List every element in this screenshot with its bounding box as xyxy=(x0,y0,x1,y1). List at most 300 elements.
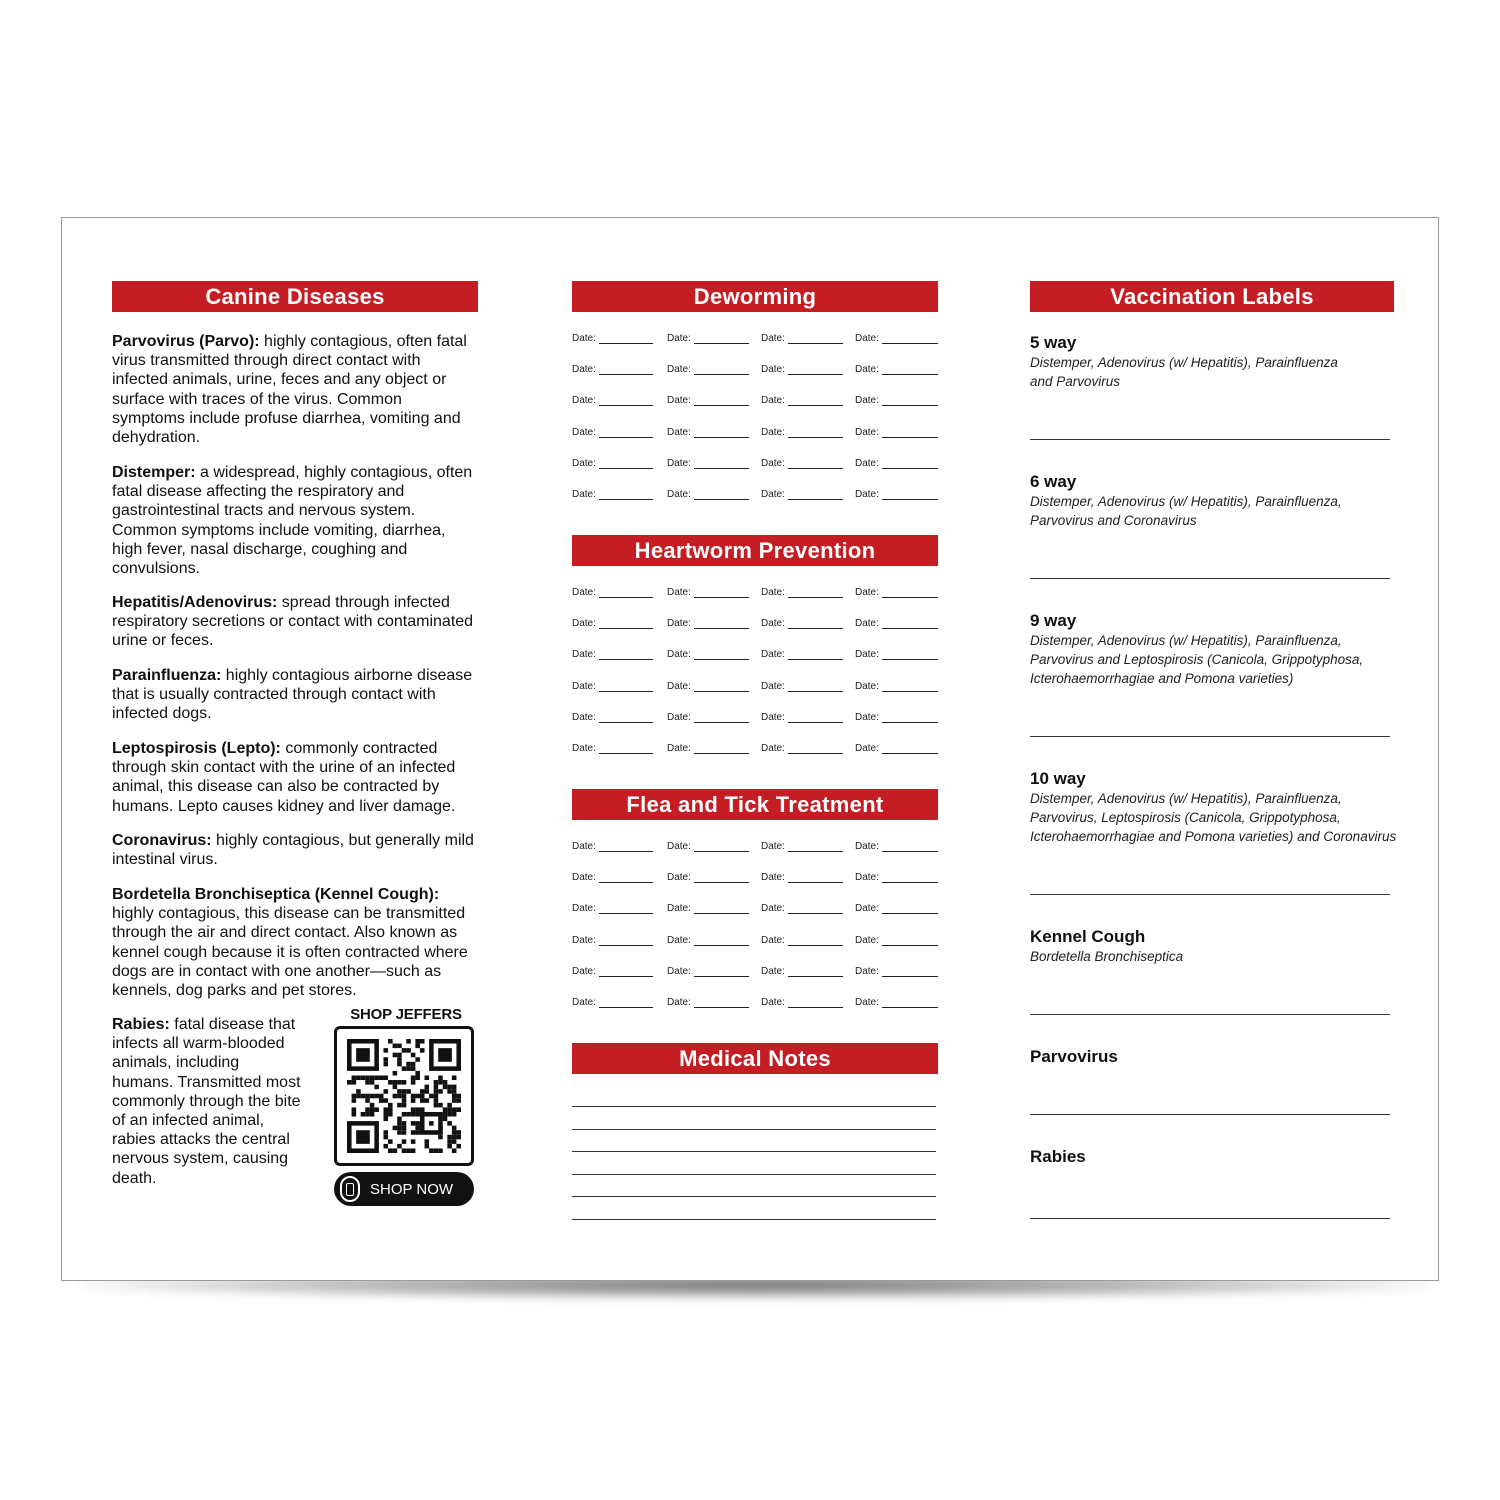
phone-icon xyxy=(340,1176,360,1202)
disease-parvovirus xyxy=(112,332,478,447)
date-entry[interactable] xyxy=(855,841,938,852)
date-entry[interactable] xyxy=(761,935,843,946)
shop-now-button[interactable] xyxy=(334,1172,474,1206)
date-blank-line[interactable] xyxy=(599,966,653,977)
date-label: Date: xyxy=(667,457,691,469)
heartworm-prevention-header: Heartworm Prevention xyxy=(572,535,938,566)
date-label: Date: xyxy=(855,872,879,884)
disease-text: spread through infected respiratory secretions or contact with contaminated urine or feces. xyxy=(112,594,474,650)
date-entry[interactable] xyxy=(667,427,749,438)
date-label: Date: xyxy=(572,903,596,915)
date-entry[interactable] xyxy=(761,395,843,406)
date-row xyxy=(572,712,938,732)
date-label: Date: xyxy=(855,680,879,692)
medical-notes-header: Medical Notes xyxy=(572,1043,938,1074)
date-label: Date: xyxy=(761,743,785,754)
date-label: Date: xyxy=(572,743,596,754)
date-label: Date: xyxy=(572,333,596,344)
date-blank-line[interactable] xyxy=(788,743,843,754)
date-blank-line[interactable] xyxy=(882,681,938,692)
vaccine-description: Distemper, Adenovirus (w/ Hepatitis), Parainfluenza and Parvovirus xyxy=(1030,355,1338,389)
date-blank-line[interactable] xyxy=(694,872,749,883)
date-row xyxy=(572,618,938,638)
date-blank-line[interactable] xyxy=(694,489,749,500)
date-label: Date: xyxy=(855,364,879,376)
notes-line[interactable] xyxy=(572,1106,936,1107)
disease-name: Leptospirosis (Lepto): xyxy=(112,740,281,757)
date-blank-line[interactable] xyxy=(882,364,938,375)
date-blank-line[interactable] xyxy=(882,395,938,406)
notes-line[interactable] xyxy=(572,1174,936,1175)
date-blank-line[interactable] xyxy=(694,712,749,723)
date-label: Date: xyxy=(855,965,879,977)
vaccine-title: Kennel Cough xyxy=(1030,927,1146,946)
date-blank-line[interactable] xyxy=(694,966,749,977)
date-entry[interactable] xyxy=(667,489,749,500)
disease-name: Distemper: xyxy=(112,464,196,481)
vaccine-label-line[interactable] xyxy=(1030,1218,1390,1219)
date-entry[interactable] xyxy=(855,903,938,914)
date-label: Date: xyxy=(667,587,691,598)
date-entry[interactable] xyxy=(761,841,843,852)
date-blank-line[interactable] xyxy=(882,841,938,852)
date-entry[interactable] xyxy=(667,841,749,852)
date-label: Date: xyxy=(572,618,596,630)
date-label: Date: xyxy=(855,903,879,915)
date-entry[interactable] xyxy=(855,458,938,469)
disease-name: Hepatitis/Adenovirus: xyxy=(112,594,278,611)
date-blank-line[interactable] xyxy=(788,997,843,1008)
date-entry[interactable] xyxy=(855,395,938,406)
date-entry[interactable] xyxy=(572,489,653,500)
date-entry[interactable] xyxy=(667,935,749,946)
date-entry[interactable] xyxy=(855,649,938,660)
disease-name: Coronavirus: xyxy=(112,832,212,849)
date-label: Date: xyxy=(667,364,691,376)
date-blank-line[interactable] xyxy=(788,364,843,375)
date-blank-line[interactable] xyxy=(882,427,938,438)
date-label: Date: xyxy=(761,934,785,946)
date-label: Date: xyxy=(761,903,785,915)
date-blank-line[interactable] xyxy=(599,489,653,500)
date-blank-line[interactable] xyxy=(882,935,938,946)
date-entry[interactable] xyxy=(572,712,653,723)
date-row xyxy=(572,395,938,415)
disease-name: Rabies: xyxy=(112,1016,170,1033)
date-entry[interactable] xyxy=(761,427,843,438)
date-row xyxy=(572,587,938,607)
disease-text: fatal disease that infects all warm-blooded animals, including humans. Transmitted most commonly through the bite of an infected animal, rabies attacks the central nervous system, causing death. xyxy=(112,1016,301,1187)
disease-parainfluenza xyxy=(112,666,478,724)
date-entry[interactable] xyxy=(761,364,843,375)
date-blank-line[interactable] xyxy=(599,935,653,946)
vaccine-title: 9 way xyxy=(1030,611,1077,630)
date-entry[interactable] xyxy=(572,743,653,754)
date-blank-line[interactable] xyxy=(882,587,938,598)
date-label: Date: xyxy=(855,426,879,438)
date-blank-line[interactable] xyxy=(788,935,843,946)
date-entry[interactable] xyxy=(667,743,749,754)
date-blank-line[interactable] xyxy=(788,841,843,852)
date-blank-line[interactable] xyxy=(882,903,938,914)
date-row xyxy=(572,489,938,509)
date-entry[interactable] xyxy=(572,681,653,692)
date-entry[interactable] xyxy=(667,872,749,883)
date-label: Date: xyxy=(572,711,596,723)
notes-line[interactable] xyxy=(572,1219,936,1220)
vaccine-label-line[interactable] xyxy=(1030,1114,1390,1115)
date-label: Date: xyxy=(855,457,879,469)
date-entry[interactable] xyxy=(667,681,749,692)
date-blank-line[interactable] xyxy=(694,743,749,754)
date-label: Date: xyxy=(572,965,596,977)
date-entry[interactable] xyxy=(667,649,749,660)
date-entry[interactable] xyxy=(572,966,653,977)
canine-diseases-column xyxy=(112,281,478,1198)
date-entry[interactable] xyxy=(855,427,938,438)
disease-name: Bordetella Bronchiseptica (Kennel Cough): xyxy=(112,886,440,903)
date-blank-line[interactable] xyxy=(599,712,653,723)
date-row xyxy=(572,966,938,986)
date-blank-line[interactable] xyxy=(788,458,843,469)
date-blank-line[interactable] xyxy=(882,966,938,977)
date-entry[interactable] xyxy=(761,618,843,629)
date-blank-line[interactable] xyxy=(599,427,653,438)
vaccine-label-line[interactable] xyxy=(1030,736,1390,737)
disease-hepatitis xyxy=(112,593,478,651)
vaccine-parvovirus xyxy=(1030,1047,1410,1067)
date-label: Date: xyxy=(761,618,785,630)
date-label: Date: xyxy=(761,649,785,661)
date-label: Date: xyxy=(667,395,691,407)
date-blank-line[interactable] xyxy=(599,743,653,754)
vaccine-6-way xyxy=(1030,472,1410,530)
date-blank-line[interactable] xyxy=(788,427,843,438)
vaccine-title: 6 way xyxy=(1030,472,1077,491)
disease-text: highly contagious, often fatal virus transmitted through direct contact with infected animals, urine, feces and any object or surface with traces of the virus. Common symptoms include profuse diarrhea, vomiting and dehydration. xyxy=(112,333,467,447)
date-label: Date: xyxy=(761,711,785,723)
disease-text: a widespread, highly contagious, often fatal disease affecting the respiratory and gastrointestinal tracts and nervous system. Common symptoms include vomiting, diarrhea, high fever, nasal discharge, coughing and convulsions. xyxy=(112,464,473,578)
notes-line[interactable] xyxy=(572,1196,936,1197)
date-entry[interactable] xyxy=(855,587,938,598)
date-blank-line[interactable] xyxy=(694,618,749,629)
disease-name: Parainfluenza: xyxy=(112,667,222,684)
date-label: Date: xyxy=(855,743,879,754)
date-label: Date: xyxy=(761,395,785,407)
date-label: Date: xyxy=(572,426,596,438)
date-entry[interactable] xyxy=(667,712,749,723)
date-blank-line[interactable] xyxy=(599,333,653,344)
date-blank-line[interactable] xyxy=(694,333,749,344)
date-blank-line[interactable] xyxy=(788,681,843,692)
date-blank-line[interactable] xyxy=(882,618,938,629)
date-label: Date: xyxy=(761,426,785,438)
date-entry[interactable] xyxy=(667,395,749,406)
date-label: Date: xyxy=(572,680,596,692)
date-label: Date: xyxy=(572,395,596,407)
date-blank-line[interactable] xyxy=(788,395,843,406)
date-blank-line[interactable] xyxy=(694,364,749,375)
date-blank-line[interactable] xyxy=(882,997,938,1008)
date-row xyxy=(572,935,938,955)
date-entry[interactable] xyxy=(572,618,653,629)
date-label: Date: xyxy=(667,965,691,977)
date-blank-line[interactable] xyxy=(694,427,749,438)
date-entry[interactable] xyxy=(761,743,843,754)
date-label: Date: xyxy=(667,489,691,500)
date-label: Date: xyxy=(761,680,785,692)
date-label: Date: xyxy=(667,997,691,1008)
vaccine-label-line[interactable] xyxy=(1030,578,1390,579)
vaccine-title: 5 way xyxy=(1030,333,1077,352)
disease-distemper xyxy=(112,463,478,578)
date-entry[interactable] xyxy=(572,935,653,946)
date-label: Date: xyxy=(855,711,879,723)
date-blank-line[interactable] xyxy=(599,618,653,629)
date-label: Date: xyxy=(572,457,596,469)
disease-text: highly contagious, but generally mild intestinal virus. xyxy=(112,832,474,869)
date-blank-line[interactable] xyxy=(694,903,749,914)
vaccine-description: Distemper, Adenovirus (w/ Hepatitis), Parainfluenza, Parvovirus and Coronavirus xyxy=(1030,494,1342,528)
date-label: Date: xyxy=(667,841,691,852)
vaccine-description: Distemper, Adenovirus (w/ Hepatitis), Parainfluenza, Parvovirus, Leptospirosis (Canicola, Grippotyphosa, Icterohaemorrhagiae and Pomona varieties) and Coronavirus xyxy=(1030,791,1397,844)
date-blank-line[interactable] xyxy=(694,997,749,1008)
date-label: Date: xyxy=(667,618,691,630)
date-entry[interactable] xyxy=(855,966,938,977)
vaccine-label-line[interactable] xyxy=(1030,894,1390,895)
date-row xyxy=(572,903,938,923)
date-label: Date: xyxy=(572,649,596,661)
vaccine-10-way xyxy=(1030,769,1410,846)
vaccine-kennel-cough xyxy=(1030,927,1410,966)
date-entry[interactable] xyxy=(572,587,653,598)
date-entry[interactable] xyxy=(667,903,749,914)
date-label: Date: xyxy=(761,965,785,977)
date-blank-line[interactable] xyxy=(788,872,843,883)
date-row xyxy=(572,681,938,701)
date-blank-line[interactable] xyxy=(788,618,843,629)
disease-bordetella xyxy=(112,885,478,1000)
date-entry[interactable] xyxy=(572,458,653,469)
vaccine-title: 10 way xyxy=(1030,769,1086,788)
shop-now-label: SHOP NOW xyxy=(370,1180,454,1198)
date-entry[interactable] xyxy=(855,618,938,629)
date-label: Date: xyxy=(572,587,596,598)
disease-text: highly contagious airborne disease that is usually contracted through contact with infected dogs. xyxy=(112,667,473,723)
date-entry[interactable] xyxy=(572,364,653,375)
date-entry[interactable] xyxy=(667,618,749,629)
date-entry[interactable] xyxy=(761,997,843,1008)
date-entry[interactable] xyxy=(855,681,938,692)
date-blank-line[interactable] xyxy=(694,649,749,660)
date-entry[interactable] xyxy=(761,712,843,723)
date-label: Date: xyxy=(761,489,785,500)
date-entry[interactable] xyxy=(667,458,749,469)
date-label: Date: xyxy=(855,934,879,946)
date-label: Date: xyxy=(761,333,785,344)
date-entry[interactable] xyxy=(572,903,653,914)
vaccine-title: Parvovirus xyxy=(1030,1047,1118,1066)
date-blank-line[interactable] xyxy=(882,458,938,469)
date-entry[interactable] xyxy=(572,649,653,660)
date-blank-line[interactable] xyxy=(882,712,938,723)
date-row xyxy=(572,997,938,1017)
vaccine-description: Bordetella Bronchiseptica xyxy=(1030,949,1184,964)
date-entry[interactable] xyxy=(761,458,843,469)
date-blank-line[interactable] xyxy=(788,649,843,660)
date-label: Date: xyxy=(667,903,691,915)
date-label: Date: xyxy=(761,872,785,884)
date-blank-line[interactable] xyxy=(599,681,653,692)
date-row xyxy=(572,872,938,892)
canine-diseases-header: Canine Diseases xyxy=(112,281,478,312)
date-entry[interactable] xyxy=(572,872,653,883)
date-entry[interactable] xyxy=(667,587,749,598)
disease-name: Parvovirus (Parvo): xyxy=(112,333,260,350)
date-entry[interactable] xyxy=(761,966,843,977)
vaccine-rabies xyxy=(1030,1147,1410,1167)
deworming-header: Deworming xyxy=(572,281,938,312)
date-blank-line[interactable] xyxy=(599,997,653,1008)
date-blank-line[interactable] xyxy=(882,872,938,883)
date-blank-line[interactable] xyxy=(788,333,843,344)
date-entry[interactable] xyxy=(855,712,938,723)
date-entry[interactable] xyxy=(572,427,653,438)
date-label: Date: xyxy=(667,711,691,723)
vaccine-label-line[interactable] xyxy=(1030,1014,1390,1015)
date-label: Date: xyxy=(667,872,691,884)
date-label: Date: xyxy=(855,489,879,500)
date-label: Date: xyxy=(572,997,596,1008)
date-blank-line[interactable] xyxy=(882,743,938,754)
date-entry[interactable] xyxy=(572,841,653,852)
date-blank-line[interactable] xyxy=(788,587,843,598)
date-label: Date: xyxy=(667,333,691,344)
shop-qr-area xyxy=(334,1006,478,1206)
date-row xyxy=(572,649,938,669)
date-blank-line[interactable] xyxy=(694,395,749,406)
date-blank-line[interactable] xyxy=(599,395,653,406)
date-label: Date: xyxy=(761,457,785,469)
date-label: Date: xyxy=(572,872,596,884)
date-entry[interactable] xyxy=(855,489,938,500)
vaccine-5-way xyxy=(1030,333,1410,391)
date-blank-line[interactable] xyxy=(882,489,938,500)
date-blank-line[interactable] xyxy=(599,872,653,883)
date-entry[interactable] xyxy=(667,997,749,1008)
date-entry[interactable] xyxy=(761,681,843,692)
date-blank-line[interactable] xyxy=(882,649,938,660)
date-blank-line[interactable] xyxy=(599,841,653,852)
date-entry[interactable] xyxy=(855,997,938,1008)
date-entry[interactable] xyxy=(761,587,843,598)
date-blank-line[interactable] xyxy=(788,903,843,914)
vaccination-labels-header: Vaccination Labels xyxy=(1030,281,1394,312)
date-label: Date: xyxy=(855,333,879,344)
record-sheet xyxy=(61,217,1439,1281)
date-entry[interactable] xyxy=(572,333,653,344)
date-blank-line[interactable] xyxy=(694,681,749,692)
date-blank-line[interactable] xyxy=(788,489,843,500)
date-entry[interactable] xyxy=(572,997,653,1008)
date-blank-line[interactable] xyxy=(694,458,749,469)
date-label: Date: xyxy=(855,395,879,407)
date-entry[interactable] xyxy=(761,649,843,660)
date-label: Date: xyxy=(761,997,785,1008)
date-entry[interactable] xyxy=(855,872,938,883)
date-entry[interactable] xyxy=(761,333,843,344)
date-blank-line[interactable] xyxy=(599,458,653,469)
date-label: Date: xyxy=(855,649,879,661)
date-label: Date: xyxy=(855,841,879,852)
date-entry[interactable] xyxy=(855,743,938,754)
qr-code-icon xyxy=(347,1039,461,1153)
shop-jeffers-title: SHOP JEFFERS xyxy=(350,1006,462,1023)
flea-tick-treatment-header: Flea and Tick Treatment xyxy=(572,789,938,820)
date-label: Date: xyxy=(761,841,785,852)
date-label: Date: xyxy=(572,364,596,376)
date-row xyxy=(572,458,938,478)
date-blank-line[interactable] xyxy=(788,712,843,723)
date-blank-line[interactable] xyxy=(599,903,653,914)
vaccine-label-line[interactable] xyxy=(1030,439,1390,440)
date-blank-line[interactable] xyxy=(694,935,749,946)
date-entry[interactable] xyxy=(761,489,843,500)
date-row xyxy=(572,427,938,447)
date-row xyxy=(572,364,938,384)
disease-rabies xyxy=(112,1015,302,1188)
date-label: Date: xyxy=(667,426,691,438)
date-blank-line[interactable] xyxy=(599,587,653,598)
date-entry[interactable] xyxy=(855,333,938,344)
date-blank-line[interactable] xyxy=(599,364,653,375)
date-blank-line[interactable] xyxy=(694,841,749,852)
disease-text: highly contagious, this disease can be transmitted through the air and direct contact. Also known as kennel cough because it is often contracted where dogs are in contact with one another—such as kennels, dog parks and pet stores. xyxy=(112,905,468,1000)
date-label: Date: xyxy=(572,841,596,852)
notes-line[interactable] xyxy=(572,1151,936,1152)
date-entry[interactable] xyxy=(572,395,653,406)
date-entry[interactable] xyxy=(667,966,749,977)
date-entry[interactable] xyxy=(667,333,749,344)
qr-code[interactable] xyxy=(334,1026,474,1166)
date-label: Date: xyxy=(572,489,596,500)
disease-text: commonly contracted through skin contact with the urine of an infected animal, this disease can also be contracted by humans. Lepto causes kidney and liver damage. xyxy=(112,740,456,815)
date-entry[interactable] xyxy=(761,903,843,914)
date-row xyxy=(572,743,938,763)
date-label: Date: xyxy=(761,587,785,598)
date-label: Date: xyxy=(667,743,691,754)
date-entry[interactable] xyxy=(855,935,938,946)
vaccine-9-way xyxy=(1030,611,1410,688)
date-label: Date: xyxy=(667,680,691,692)
date-label: Date: xyxy=(855,587,879,598)
date-entry[interactable] xyxy=(667,364,749,375)
date-row xyxy=(572,841,938,861)
date-blank-line[interactable] xyxy=(882,333,938,344)
date-blank-line[interactable] xyxy=(694,587,749,598)
notes-line[interactable] xyxy=(572,1129,936,1130)
date-entry[interactable] xyxy=(761,872,843,883)
date-label: Date: xyxy=(855,997,879,1008)
disease-leptospirosis xyxy=(112,739,478,816)
date-blank-line[interactable] xyxy=(788,966,843,977)
date-label: Date: xyxy=(667,649,691,661)
date-row xyxy=(572,333,938,353)
date-label: Date: xyxy=(667,934,691,946)
date-entry[interactable] xyxy=(855,364,938,375)
date-label: Date: xyxy=(572,934,596,946)
date-blank-line[interactable] xyxy=(599,649,653,660)
